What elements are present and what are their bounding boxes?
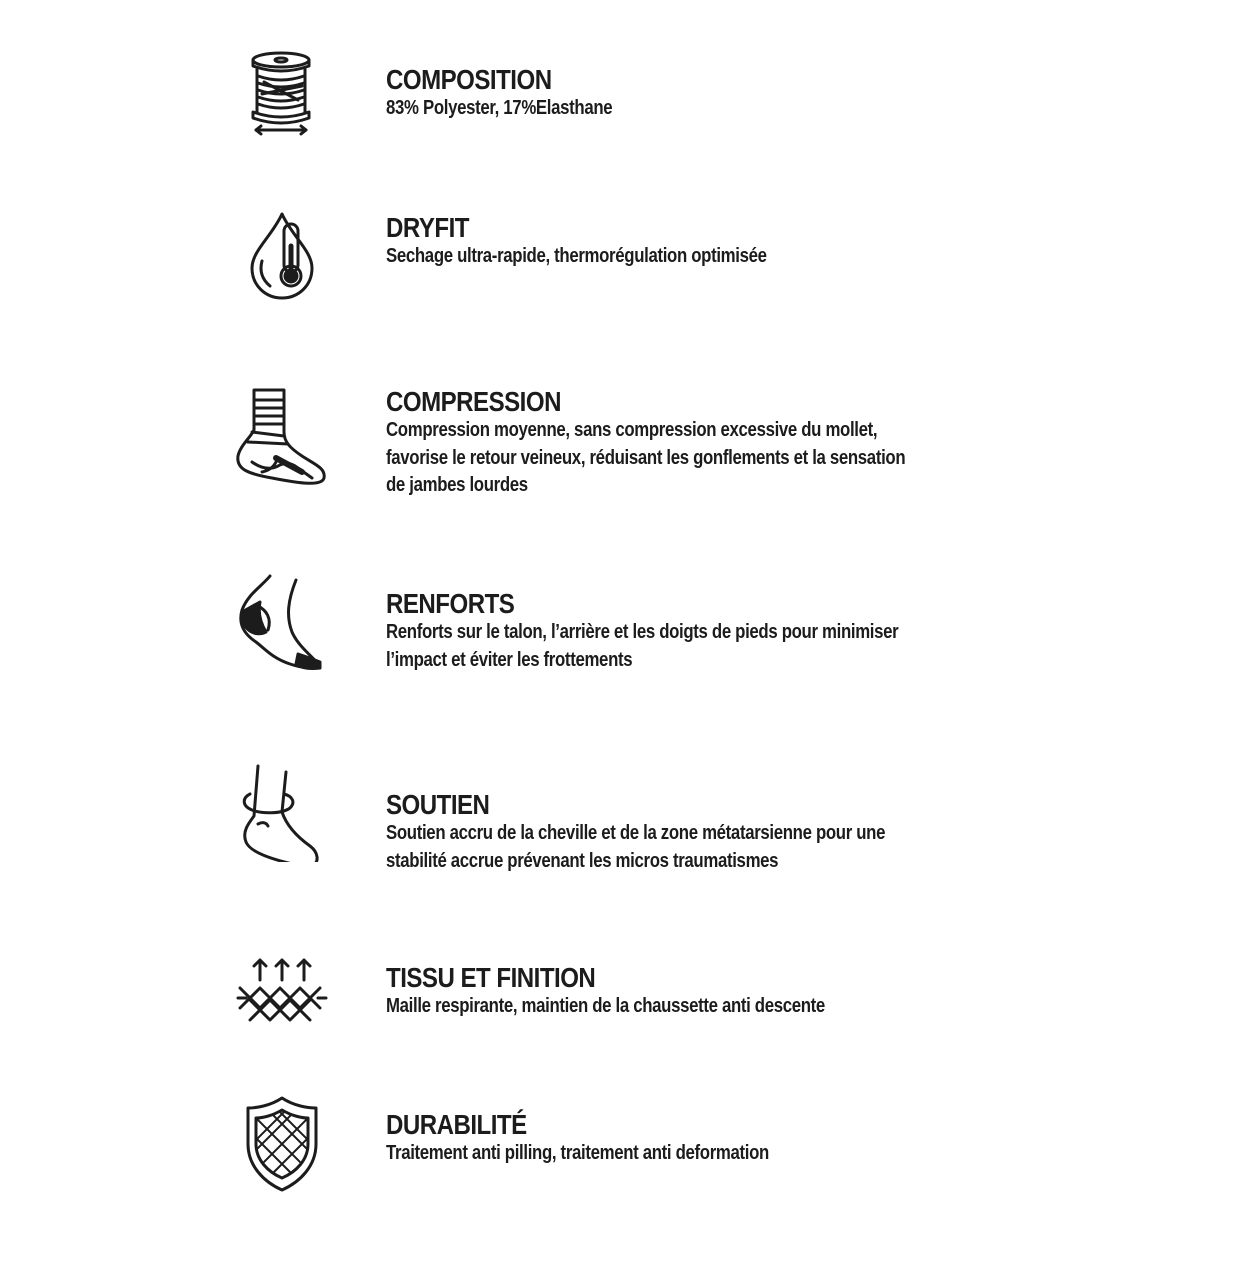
ankle-support-icon <box>232 762 332 862</box>
feature-description <box>386 243 1058 271</box>
feature-description <box>386 1140 1058 1168</box>
feature-title: RENFORTS <box>386 588 515 619</box>
feature-description <box>386 95 1058 123</box>
description-line: stabilité accrue prévenant les micros traumatismes <box>386 849 779 872</box>
description-line: Renforts sur le talon, l’arrière et les doigts de pieds pour minimiser <box>386 621 899 643</box>
water-drop-thermometer-icon <box>232 206 332 306</box>
compression-sock-icon <box>232 386 332 486</box>
description-line: de jambes lourdes <box>386 474 528 496</box>
feature-title: TISSU ET FINITION <box>386 962 596 993</box>
description-line: Traitement anti pilling, traitement anti deformation <box>386 1142 769 1164</box>
description-line: Soutien accru de la cheville et de la zone métatarsienne pour une <box>386 822 886 844</box>
description-line: Maille respirante, maintien de la chaussette anti descente <box>386 995 825 1017</box>
feature-title: COMPRESSION <box>386 386 561 417</box>
description-line: l’impact et éviter les frottements <box>386 648 633 671</box>
reinforced-heel-toe-icon <box>232 572 332 672</box>
description-line: favorise le retour veineux, réduisant les gonflements et la sensation <box>386 446 906 469</box>
feature-title: DURABILITÉ <box>386 1109 527 1140</box>
feature-description <box>386 993 1058 1021</box>
shield-mesh-icon <box>232 1094 332 1194</box>
feature-title: COMPOSITION <box>386 64 552 95</box>
feature-title: SOUTIEN <box>386 789 490 820</box>
description-line: 83% Polyester, 17%Elasthane <box>386 97 613 119</box>
feature-description <box>386 619 1058 674</box>
thread-spool-icon <box>232 46 332 146</box>
description-line: Compression moyenne, sans compression excessive du mollet, <box>386 419 878 441</box>
breathable-mesh-icon <box>232 948 332 1048</box>
description-line: Sechage ultra-rapide, thermorégulation optimisée <box>386 245 767 267</box>
feature-description <box>386 820 1058 875</box>
feature-description <box>386 417 1058 500</box>
feature-title: DRYFIT <box>386 212 469 243</box>
